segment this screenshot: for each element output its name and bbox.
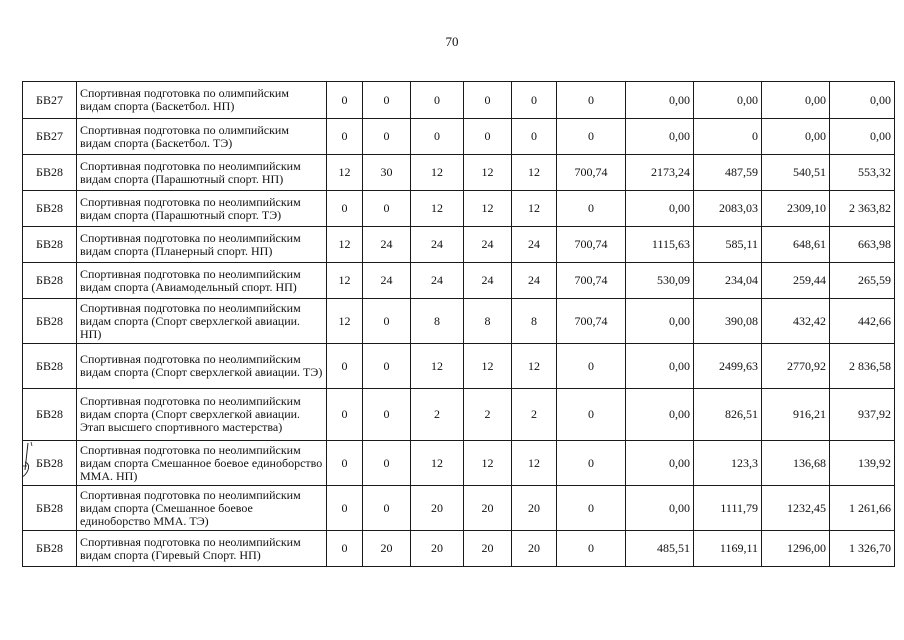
row-code: БВ28 [23,344,77,389]
row-value-9: 136,68 [762,441,830,486]
row-value-3: 12 [411,441,464,486]
row-value-9: 432,42 [762,299,830,344]
row-value-8: 123,3 [694,441,762,486]
row-value-2: 20 [363,531,411,567]
row-value-3: 12 [411,344,464,389]
row-value-7: 0,00 [626,82,694,119]
row-value-10: 2 363,82 [830,191,895,227]
row-value-4: 8 [464,299,512,344]
row-value-5: 0 [512,82,557,119]
row-value-7: 0,00 [626,486,694,531]
row-description: Спортивная подготовка по неолимпийским видам спорта (Спорт сверхлегкой авиации. ТЭ) [77,344,327,389]
row-value-9: 916,21 [762,389,830,441]
row-value-3: 2 [411,389,464,441]
row-value-6: 0 [557,486,626,531]
row-value-5: 12 [512,191,557,227]
row-value-5: 20 [512,531,557,567]
row-value-8: 826,51 [694,389,762,441]
row-value-6: 700,74 [557,155,626,191]
row-code: БВ28 [23,299,77,344]
row-value-1: 0 [327,441,363,486]
row-code: БВ28 [23,191,77,227]
row-code: БВ28 [23,263,77,299]
row-value-8: 1169,11 [694,531,762,567]
data-table [22,81,895,567]
row-description: Спортивная подготовка по неолимпийским видам спорта (Спорт сверхлегкой авиации. Этап высшего спортивного мастерства) [77,389,327,441]
row-value-6: 0 [557,191,626,227]
table-row [23,299,895,344]
row-value-6: 0 [557,441,626,486]
row-value-2: 0 [363,389,411,441]
row-value-3: 0 [411,82,464,119]
row-value-2: 0 [363,486,411,531]
row-value-1: 0 [327,82,363,119]
row-value-4: 12 [464,191,512,227]
row-value-3: 24 [411,227,464,263]
table-row [23,155,895,191]
table-row [23,531,895,567]
row-value-7: 530,09 [626,263,694,299]
row-value-4: 20 [464,486,512,531]
row-value-7: 0,00 [626,119,694,155]
row-value-9: 259,44 [762,263,830,299]
row-value-2: 30 [363,155,411,191]
row-value-9: 2309,10 [762,191,830,227]
table-row [23,441,895,486]
row-value-3: 12 [411,155,464,191]
row-value-10: 937,92 [830,389,895,441]
page-number: 70 [445,34,459,49]
row-value-6: 0 [557,119,626,155]
row-value-7: 485,51 [626,531,694,567]
table-row [23,227,895,263]
row-value-6: 700,74 [557,227,626,263]
row-description: Спортивная подготовка по неолимпийским видам спорта (Авиамодельный спорт. НП) [77,263,327,299]
row-value-10: 663,98 [830,227,895,263]
row-description: Спортивная подготовка по неолимпийским видам спорта (Смешанное боевое единоборство ММА. ТЭ) [77,486,327,531]
row-value-7: 0,00 [626,299,694,344]
row-value-4: 0 [464,82,512,119]
row-value-4: 12 [464,344,512,389]
row-value-2: 0 [363,299,411,344]
row-value-8: 2083,03 [694,191,762,227]
row-value-10: 1 261,66 [830,486,895,531]
row-value-1: 0 [327,119,363,155]
row-value-2: 24 [363,227,411,263]
table-row [23,389,895,441]
row-code: БВ28 [23,441,77,486]
row-code: БВ28 [23,531,77,567]
row-value-6: 700,74 [557,263,626,299]
row-value-4: 20 [464,531,512,567]
row-value-4: 12 [464,155,512,191]
row-value-10: 0,00 [830,82,895,119]
row-value-6: 0 [557,344,626,389]
row-value-3: 24 [411,263,464,299]
row-value-7: 0,00 [626,389,694,441]
row-value-1: 0 [327,191,363,227]
row-value-10: 2 836,58 [830,344,895,389]
row-value-8: 1111,79 [694,486,762,531]
row-value-2: 0 [363,82,411,119]
row-value-5: 20 [512,486,557,531]
row-value-7: 1115,63 [626,227,694,263]
row-code: БВ28 [23,389,77,441]
row-value-6: 0 [557,389,626,441]
row-value-10: 1 326,70 [830,531,895,567]
row-code: БВ27 [23,119,77,155]
row-value-10: 0,00 [830,119,895,155]
table-row [23,486,895,531]
row-value-5: 24 [512,263,557,299]
row-description: Спортивная подготовка по неолимпийским видам спорта Смешанное боевое единоборство ММА. НП) [77,441,327,486]
table-row [23,344,895,389]
table-body [23,82,895,567]
row-value-9: 0,00 [762,82,830,119]
row-value-5: 8 [512,299,557,344]
row-value-4: 12 [464,441,512,486]
row-value-2: 0 [363,119,411,155]
row-value-2: 0 [363,344,411,389]
row-value-10: 553,32 [830,155,895,191]
table-row [23,119,895,155]
row-value-8: 0 [694,119,762,155]
row-value-3: 0 [411,119,464,155]
row-code: БВ28 [23,227,77,263]
row-value-7: 0,00 [626,191,694,227]
row-value-9: 2770,92 [762,344,830,389]
row-value-4: 24 [464,227,512,263]
row-value-7: 0,00 [626,344,694,389]
row-value-2: 0 [363,191,411,227]
row-description: Спортивная подготовка по неолимпийским видам спорта (Парашютный спорт. НП) [77,155,327,191]
row-value-1: 12 [327,227,363,263]
row-value-10: 265,59 [830,263,895,299]
row-value-9: 0,00 [762,119,830,155]
row-value-8: 390,08 [694,299,762,344]
row-value-7: 0,00 [626,441,694,486]
row-value-6: 0 [557,82,626,119]
row-value-5: 24 [512,227,557,263]
row-value-8: 585,11 [694,227,762,263]
row-value-1: 0 [327,344,363,389]
row-value-1: 12 [327,155,363,191]
row-value-5: 12 [512,441,557,486]
row-value-1: 12 [327,263,363,299]
row-value-7: 2173,24 [626,155,694,191]
row-code: БВ28 [23,155,77,191]
row-value-6: 700,74 [557,299,626,344]
row-value-6: 0 [557,531,626,567]
row-description: Спортивная подготовка по неолимпийским видам спорта (Планерный спорт. НП) [77,227,327,263]
row-value-2: 24 [363,263,411,299]
row-value-4: 0 [464,119,512,155]
table-row [23,82,895,119]
row-value-9: 1296,00 [762,531,830,567]
row-value-9: 540,51 [762,155,830,191]
row-value-1: 0 [327,389,363,441]
row-value-3: 20 [411,531,464,567]
row-value-3: 12 [411,191,464,227]
row-value-1: 12 [327,299,363,344]
row-value-1: 0 [327,486,363,531]
row-value-9: 648,61 [762,227,830,263]
row-value-5: 12 [512,344,557,389]
row-value-1: 0 [327,531,363,567]
row-value-5: 12 [512,155,557,191]
row-description: Спортивная подготовка по неолимпийским видам спорта (Гиревый Спорт. НП) [77,531,327,567]
row-value-8: 487,59 [694,155,762,191]
row-value-3: 20 [411,486,464,531]
row-value-5: 0 [512,119,557,155]
row-description: Спортивная подготовка по неолимпийским видам спорта (Спорт сверхлегкой авиации. НП) [77,299,327,344]
table-row [23,191,895,227]
row-value-4: 24 [464,263,512,299]
row-value-3: 8 [411,299,464,344]
row-value-8: 234,04 [694,263,762,299]
row-code: БВ28 [23,486,77,531]
row-description: Спортивная подготовка по олимпийским видам спорта (Баскетбол. НП) [77,82,327,119]
table-row [23,263,895,299]
row-description: Спортивная подготовка по неолимпийским видам спорта (Парашютный спорт. ТЭ) [77,191,327,227]
row-value-10: 442,66 [830,299,895,344]
row-value-8: 0,00 [694,82,762,119]
row-value-4: 2 [464,389,512,441]
row-code: БВ27 [23,82,77,119]
row-value-9: 1232,45 [762,486,830,531]
row-value-5: 2 [512,389,557,441]
row-value-10: 139,92 [830,441,895,486]
row-value-2: 0 [363,441,411,486]
row-value-8: 2499,63 [694,344,762,389]
row-description: Спортивная подготовка по олимпийским видам спорта (Баскетбол. ТЭ) [77,119,327,155]
